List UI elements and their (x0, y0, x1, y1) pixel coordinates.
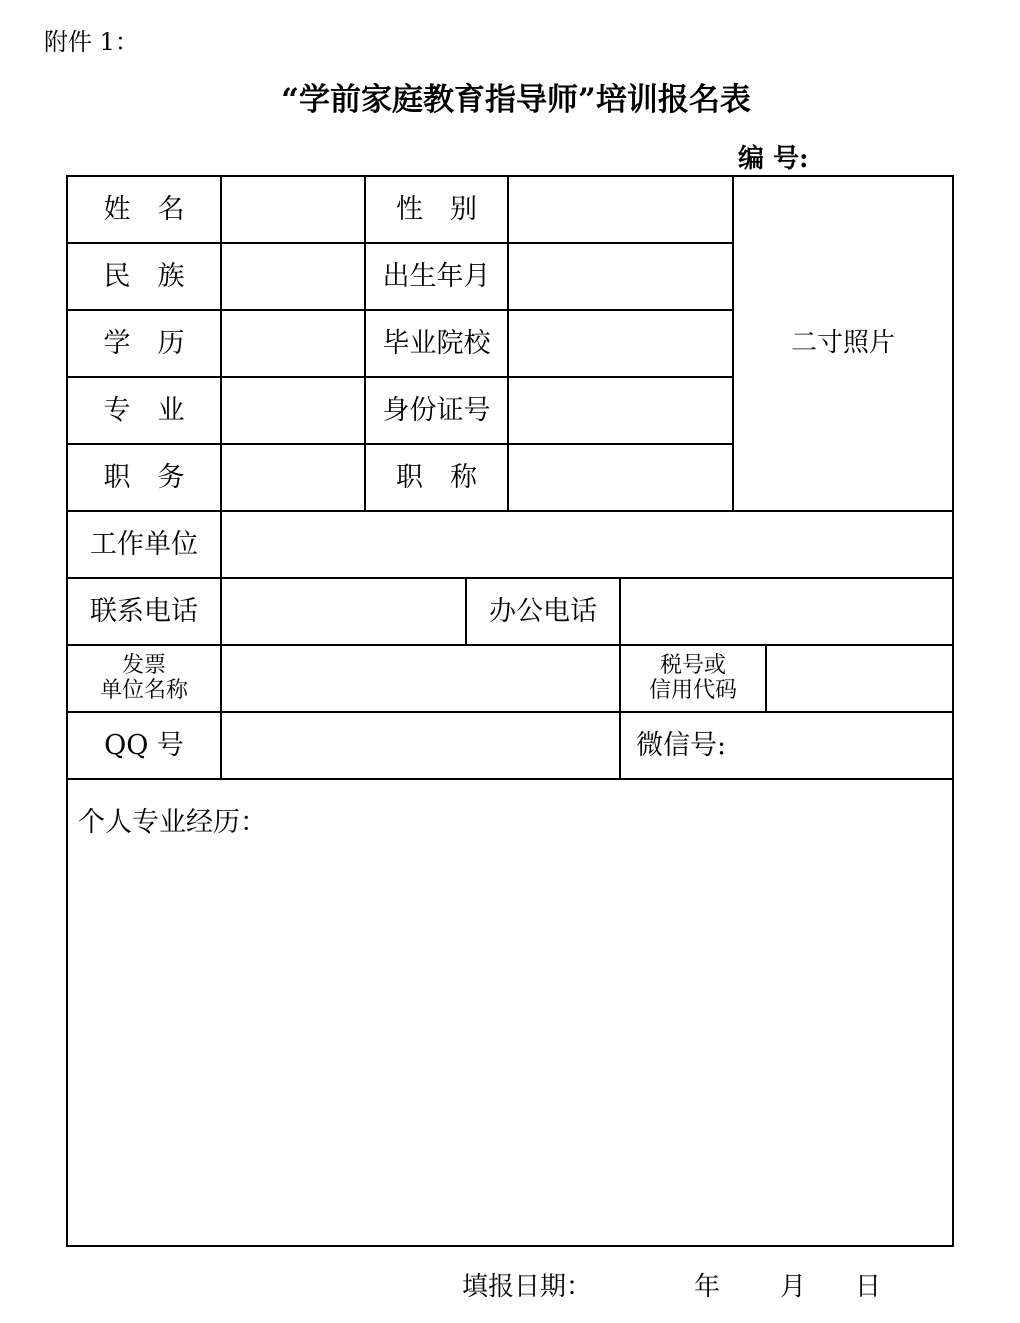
gender-label: 性 别 (396, 193, 477, 225)
wechat-label[interactable]: 微信号: (636, 729, 727, 761)
name-field[interactable] (222, 177, 364, 242)
invoice-label-line1: 发票 (121, 653, 166, 679)
invoice-company-label (68, 646, 220, 711)
employer-label: 工作单位 (90, 528, 198, 560)
row-line (66, 778, 954, 780)
birth-date-field[interactable] (509, 244, 732, 309)
name-label: 姓 名 (103, 193, 185, 225)
attachment-label: 附件 1： (44, 28, 139, 56)
tax-label-line1: 税号或 (659, 653, 726, 679)
school-label: 毕业院校 (382, 327, 491, 359)
fill-date-month[interactable]: 月 (780, 1272, 807, 1302)
fill-date-label: 填报日期： (462, 1272, 593, 1302)
qq-field[interactable] (222, 713, 619, 778)
ethnicity-field[interactable] (222, 244, 364, 309)
fill-date-day[interactable]: 日 (855, 1272, 882, 1302)
ethnicity-label: 民 族 (103, 260, 185, 292)
employer-field[interactable] (222, 512, 952, 577)
office-phone-label: 办公电话 (489, 595, 597, 627)
invoice-label-line2: 单位名称 (99, 677, 188, 703)
tax-code-label (621, 646, 765, 711)
tax-label-line2: 信用代码 (648, 677, 737, 703)
invoice-company-field[interactable] (222, 646, 619, 711)
photo-placeholder[interactable]: 二寸照片 (790, 327, 895, 358)
table-border-bottom (66, 1245, 954, 1247)
major-label: 专 业 (103, 394, 185, 426)
school-field[interactable] (509, 311, 732, 376)
professional-title-field[interactable] (509, 445, 732, 510)
gender-field[interactable] (509, 177, 732, 242)
qq-label: QQ 号 (104, 729, 184, 761)
position-field[interactable] (222, 445, 364, 510)
contact-phone-field[interactable] (222, 579, 465, 644)
birth-date-label: 出生年月 (382, 260, 491, 292)
office-phone-field[interactable] (621, 579, 952, 644)
table-border-right (952, 175, 954, 1247)
position-label: 职 务 (103, 461, 185, 493)
education-label: 学 历 (103, 327, 185, 359)
contact-phone-label: 联系电话 (90, 595, 198, 627)
tax-code-field[interactable] (767, 646, 952, 711)
education-field[interactable] (222, 311, 364, 376)
serial-number-label: 编 号: (738, 144, 809, 174)
id-number-field[interactable] (509, 378, 732, 443)
experience-field[interactable] (68, 840, 952, 1245)
experience-label: 个人专业经历： (78, 807, 267, 838)
major-field[interactable] (222, 378, 364, 443)
id-number-label: 身份证号 (382, 394, 491, 426)
professional-title-label: 职 称 (396, 461, 477, 493)
fill-date-year[interactable]: 年 (694, 1272, 721, 1302)
page-title: “学前家庭教育指导师”培训报名表 (281, 82, 751, 118)
